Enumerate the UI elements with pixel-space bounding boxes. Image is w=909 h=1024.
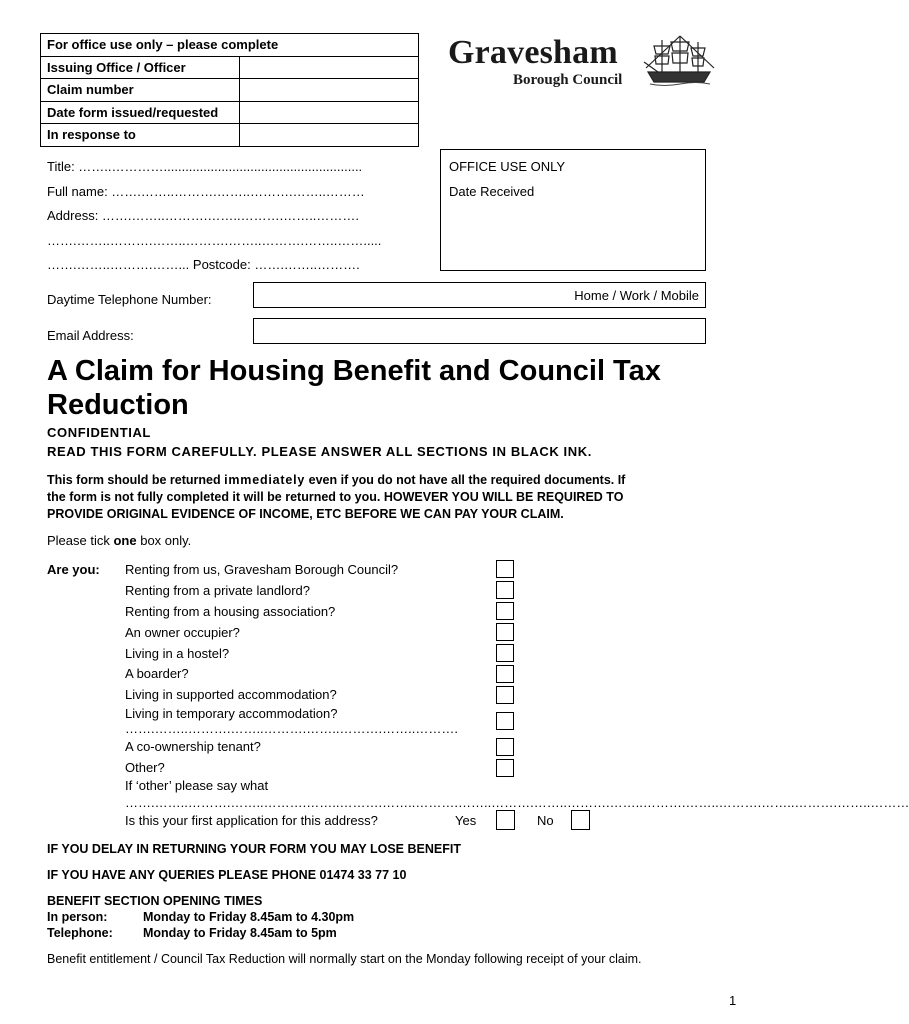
telephone-label: Telephone: xyxy=(47,926,113,940)
temporary-details-line: …….……..……….……..……….……..……….……..………. xyxy=(125,721,458,736)
office-table-label: Claim number xyxy=(41,79,240,102)
checkbox-temporary-accommodation[interactable] xyxy=(496,712,514,730)
address-line-2: …….……..……….……..……….……..……….……..……..... xyxy=(47,233,382,248)
other-prompt: If ‘other’ please say what xyxy=(125,778,269,793)
council-logo xyxy=(448,32,718,90)
in-person-hours: Monday to Friday 8.45am to 4.30pm xyxy=(143,910,355,924)
phone-label: Daytime Telephone Number: xyxy=(47,292,212,307)
office-table-field[interactable] xyxy=(240,56,419,79)
checkbox-supported-accommodation[interactable] xyxy=(496,686,514,704)
confidential-label: CONFIDENTIAL xyxy=(47,425,151,440)
office-use-table xyxy=(40,33,419,147)
office-table-field[interactable] xyxy=(240,101,419,124)
tick-instruction xyxy=(47,533,191,548)
tick-emphasis: one xyxy=(113,533,137,548)
checkbox-council-tenant[interactable] xyxy=(496,560,514,578)
date-received-label: Date Received xyxy=(449,184,535,199)
notice-line-3: PROVIDE ORIGINAL EVIDENCE OF INCOME, ETC BEFORE WE CAN PAY YOUR CLAIM. xyxy=(47,507,564,521)
office-table-field[interactable] xyxy=(240,124,419,147)
notice-text: even if you do not have all the required documents. If xyxy=(305,473,626,487)
logo-name: Gravesham xyxy=(448,34,618,71)
title-line: Title: ……..…………....................................................... xyxy=(47,159,363,174)
office-table-label: Date form issued/requested xyxy=(41,101,240,124)
checkbox-boarder[interactable] xyxy=(496,665,514,683)
notice-line-1 xyxy=(47,473,625,487)
tick-text: Please tick xyxy=(47,533,114,548)
office-table-label: Issuing Office / Officer xyxy=(41,56,240,79)
full-name-line: Full name: …….……..……….……..……….……..……… xyxy=(47,184,365,199)
checkbox-private-landlord[interactable] xyxy=(496,581,514,599)
are-you-label: Are you: xyxy=(47,562,100,577)
notice-line-2: the form is not fully completed it will be returned to you. HOWEVER YOU WILL BE REQUIRED TO xyxy=(47,490,624,504)
no-label: No xyxy=(537,813,554,828)
option-label: Other? xyxy=(125,760,165,775)
queries-notice: IF YOU HAVE ANY QUERIES PLEASE PHONE 01474 33 77 10 xyxy=(47,868,407,882)
email-label: Email Address: xyxy=(47,328,134,343)
page-number: 1 xyxy=(729,993,737,1008)
option-label: Living in temporary accommodation? xyxy=(125,706,338,721)
first-application-question: Is this your first application for this address? xyxy=(125,813,378,828)
checkbox-hostel[interactable] xyxy=(496,644,514,662)
checkbox-co-ownership[interactable] xyxy=(496,738,514,756)
option-label: An owner occupier? xyxy=(125,625,240,640)
ship-icon xyxy=(644,32,716,88)
checkbox-no[interactable] xyxy=(571,810,590,830)
notice-emphasis: immediately xyxy=(224,473,306,487)
checkbox-yes[interactable] xyxy=(496,810,515,830)
checkbox-owner-occupier[interactable] xyxy=(496,623,514,641)
option-label: Renting from a private landlord? xyxy=(125,583,310,598)
telephone-hours: Monday to Friday 8.45am to 5pm xyxy=(143,926,337,940)
in-person-label: In person: xyxy=(47,910,108,924)
option-label: Living in a hostel? xyxy=(125,646,230,661)
tick-text: box only. xyxy=(136,533,192,548)
checkbox-other[interactable] xyxy=(496,759,514,777)
option-label: Renting from us, Gravesham Borough Council? xyxy=(125,562,399,577)
address-line: Address: …….……..……….……..……….……..………. xyxy=(47,208,360,223)
office-table-field[interactable] xyxy=(240,79,419,102)
notice-text: This form should be returned xyxy=(47,473,225,487)
page-title: A Claim for Housing Benefit and Council Tax Reduction xyxy=(47,355,661,421)
option-label: A co-ownership tenant? xyxy=(125,739,261,754)
office-table-header: For office use only – please complete xyxy=(41,34,419,57)
office-table-label: In response to xyxy=(41,124,240,147)
address-postcode-line: …….……..……….……... Postcode: …….……..………. xyxy=(47,257,360,272)
entitlement-note: Benefit entitlement / Council Tax Reduction will normally start on the Monday following receipt of your claim. xyxy=(47,952,642,966)
option-label: Renting from a housing association? xyxy=(125,604,336,619)
option-label: Living in supported accommodation? xyxy=(125,687,337,702)
opening-times-title: BENEFIT SECTION OPENING TIMES xyxy=(47,894,263,908)
office-use-box xyxy=(440,149,706,271)
delay-warning: IF YOU DELAY IN RETURNING YOUR FORM YOU MAY LOSE BENEFIT xyxy=(47,842,461,856)
checkbox-housing-association[interactable] xyxy=(496,602,514,620)
phone-options: Home / Work / Mobile xyxy=(574,288,699,303)
option-label: A boarder? xyxy=(125,666,189,681)
logo-subtitle: Borough Council xyxy=(513,72,623,88)
phone-field[interactable] xyxy=(253,282,706,308)
office-use-title: OFFICE USE ONLY xyxy=(449,159,566,174)
yes-label: Yes xyxy=(455,813,477,828)
email-field[interactable] xyxy=(253,318,706,344)
other-details-line: …….……..……….……..……….……..……….……..……….……..……….……..……….……..……….……..……….……..……….……..……… xyxy=(125,795,909,810)
instruction-text: READ THIS FORM CAREFULLY. PLEASE ANSWER ALL SECTIONS IN BLACK INK. xyxy=(47,444,592,459)
